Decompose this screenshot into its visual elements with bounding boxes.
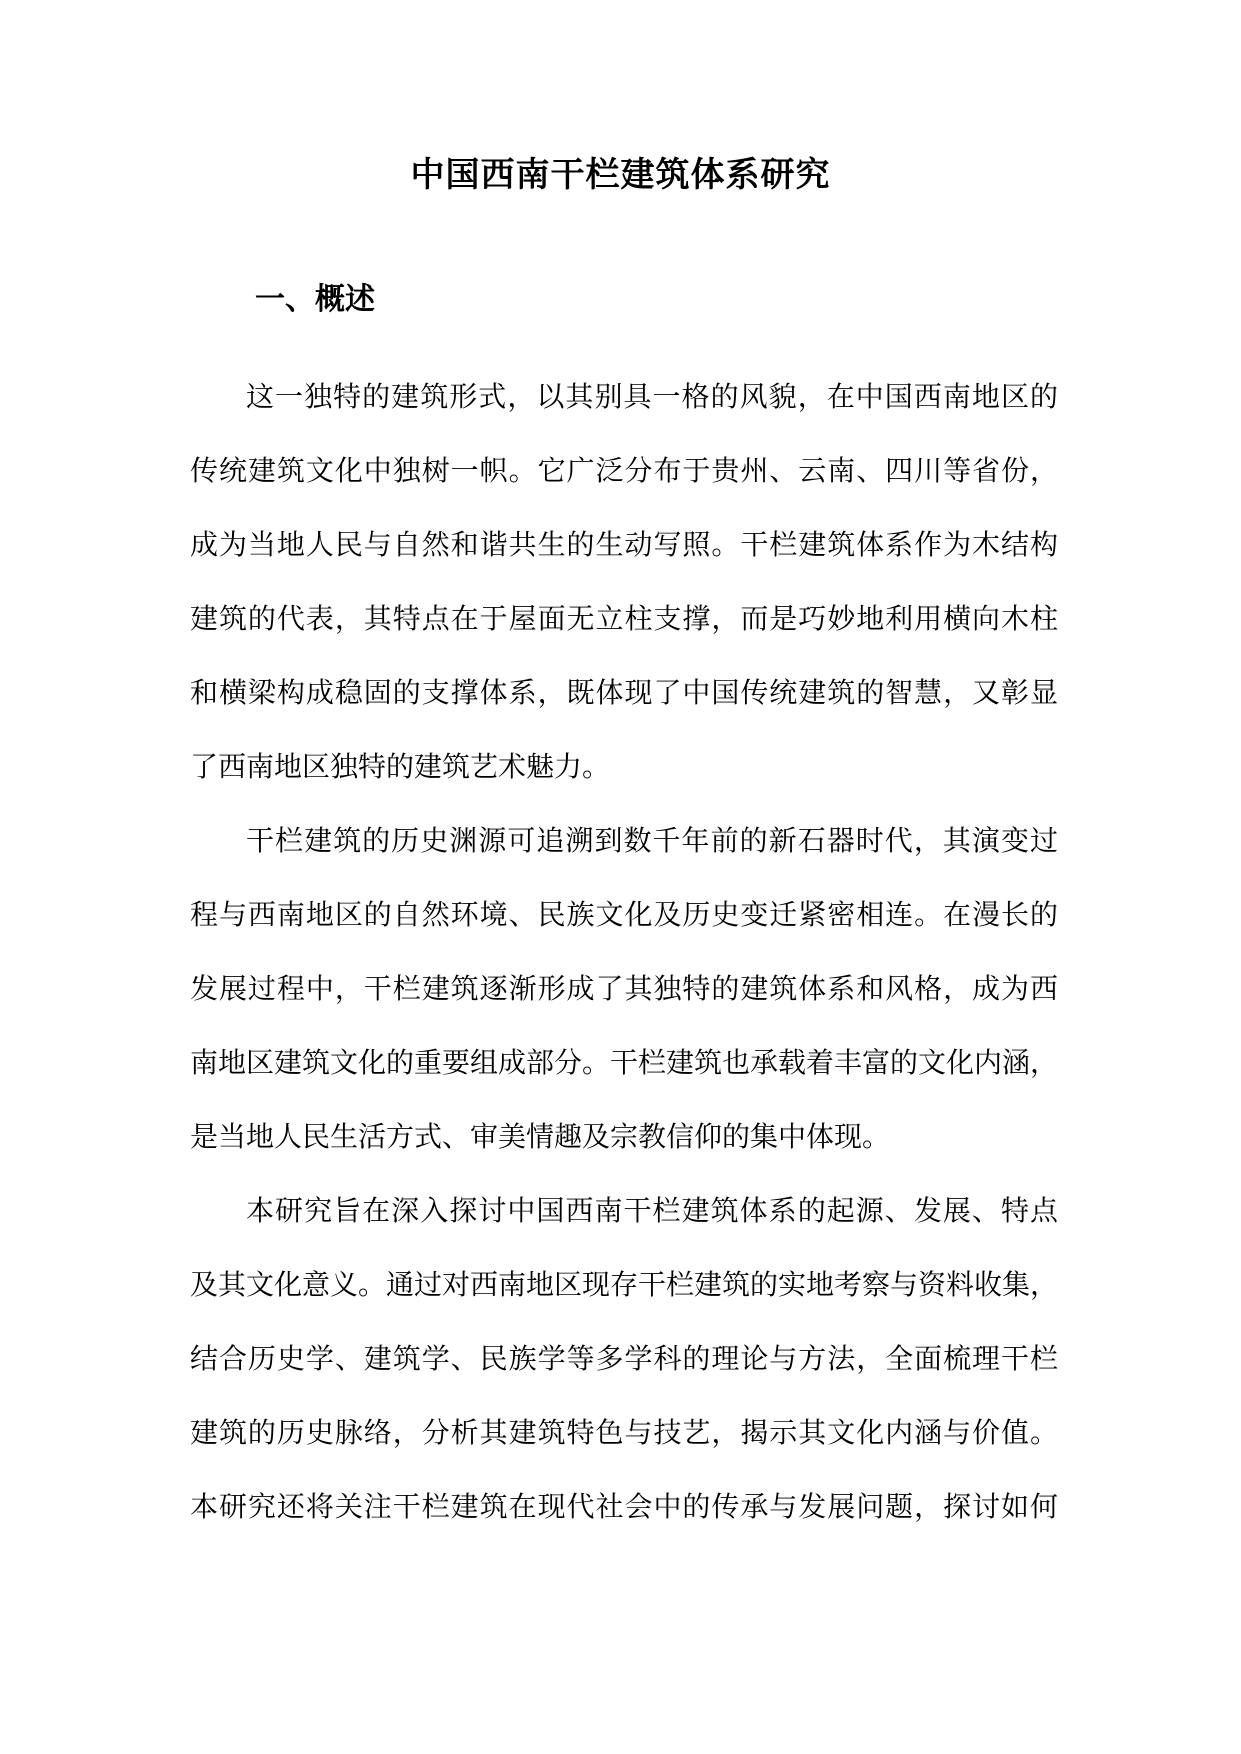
text-line: 结合历史学、建筑学、民族学等多学科的理论与方法，全面梳理干栏 [190, 1342, 1058, 1375]
text-line: 这一独特的建筑形式，以其别具一格的风貌，在中国西南地区的 [246, 380, 1058, 413]
paragraph-3 [190, 1174, 1058, 1544]
document-title: 中国西南干栏建筑体系研究 [410, 155, 831, 195]
text-line: 是当地人民生活方式、审美情趣及宗教信仰的集中体现。 [190, 1120, 891, 1153]
text-line: 南地区建筑文化的重要组成部分。干栏建筑也承载着丰富的文化内涵， [190, 1046, 1058, 1079]
paragraph-1 [190, 360, 1058, 804]
text-line: 建筑的历史脉络，分析其建筑特色与技艺，揭示其文化内涵与价值。 [190, 1416, 1058, 1449]
text-line: 及其文化意义。通过对西南地区现存干栏建筑的实地考察与资料收集， [190, 1268, 1058, 1301]
text-line: 本研究还将关注干栏建筑在现代社会中的传承与发展问题，探讨如何 [190, 1490, 1058, 1523]
body-text [190, 360, 1058, 1544]
text-line: 发展过程中，干栏建筑逐渐形成了其独特的建筑体系和风格，成为西 [190, 972, 1058, 1005]
text-line: 成为当地人民与自然和谐共生的生动写照。干栏建筑体系作为木结构 [190, 528, 1058, 561]
text-line: 建筑的代表，其特点在于屋面无立柱支撑，而是巧妙地利用横向木柱 [190, 602, 1058, 635]
text-line: 和横梁构成稳固的支撑体系，既体现了中国传统建筑的智慧，又彰显 [190, 676, 1058, 709]
text-line: 程与西南地区的自然环境、民族文化及历史变迁紧密相连。在漫长的 [190, 898, 1058, 931]
section-heading: 一、概述 [255, 282, 375, 317]
text-line: 本研究旨在深入探讨中国西南干栏建筑体系的起源、发展、特点 [246, 1194, 1058, 1227]
paragraph-2 [190, 804, 1058, 1174]
text-line: 了西南地区独特的建筑艺术魅力。 [190, 750, 611, 783]
text-line: 传统建筑文化中独树一帜。它广泛分布于贵州、云南、四川等省份， [190, 454, 1058, 487]
text-line: 干栏建筑的历史渊源可追溯到数千年前的新石器时代，其演变过 [246, 824, 1058, 857]
